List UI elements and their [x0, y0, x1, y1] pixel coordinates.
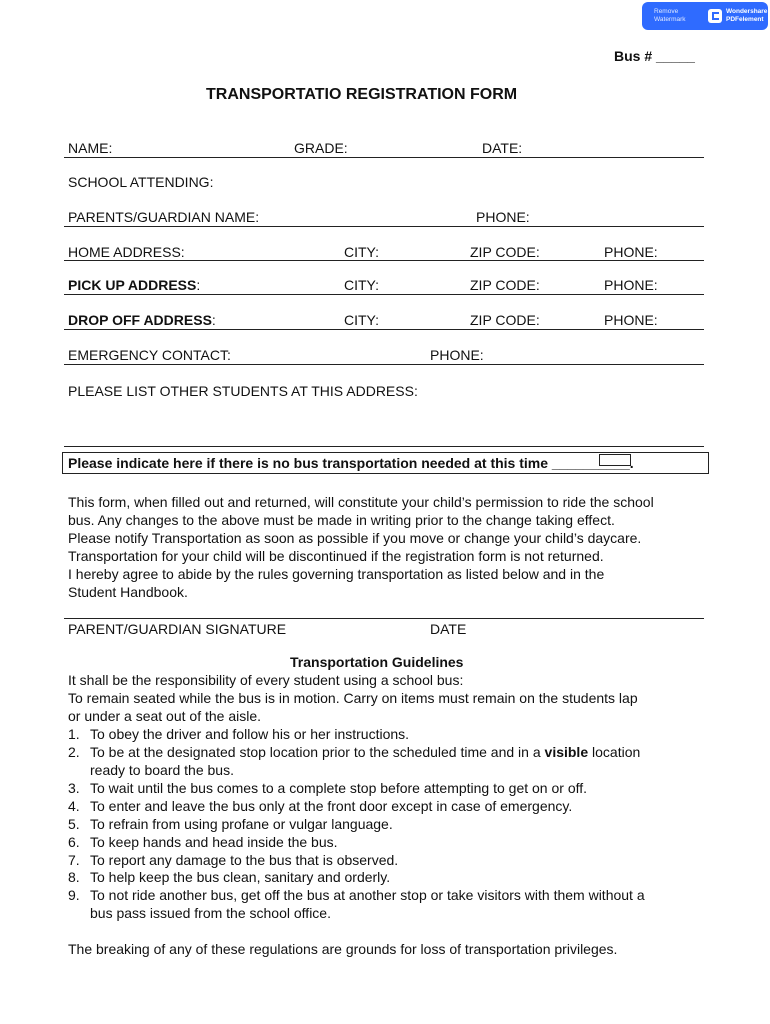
- guideline-item: 9. To not ride another bus, get off the bus at another stop or take visitors with them without a bus pass issued from the school office.: [68, 887, 645, 921]
- pickup-phone-label: PHONE:: [604, 277, 658, 293]
- home-row-line[interactable]: [64, 260, 704, 261]
- pickup-zip-label: ZIP CODE:: [470, 277, 540, 293]
- other-students-label: PLEASE LIST OTHER STUDENTS AT THIS ADDRESS:: [68, 383, 418, 399]
- pickup-row-line[interactable]: [64, 294, 704, 295]
- guideline-item: 5. To refrain from using profane or vulgar language.: [68, 816, 393, 832]
- permission-line: Transportation for your child will be discontinued if the registration form is not returned.: [68, 548, 604, 564]
- permission-line: I hereby agree to abide by the rules governing transportation as listed below and in the: [68, 566, 605, 582]
- dropoff-zip-label: ZIP CODE:: [470, 312, 540, 328]
- dropoff-address-label: DROP OFF ADDRESS:: [68, 312, 216, 328]
- guideline-item: 4. To enter and leave the bus only at the front door except in case of emergency.: [68, 798, 573, 814]
- home-zip-label: ZIP CODE:: [470, 244, 540, 260]
- date-label: DATE:: [482, 140, 523, 156]
- pickup-city-label: CITY:: [344, 277, 380, 293]
- no-transport-notice-text: Please indicate here if there is no bus transportation needed at this time __________.: [68, 455, 634, 471]
- other-students-line[interactable]: [64, 446, 704, 447]
- guideline-item: 7. To report any damage to the bus that is observed.: [68, 852, 399, 868]
- permission-line: bus. Any changes to the above must be made in writing prior to the change taking effect.: [68, 512, 615, 528]
- school-attending-label: SCHOOL ATTENDING:: [68, 174, 214, 190]
- watermark-badge[interactable]: [642, 2, 768, 30]
- guideline-item: 2. To be at the designated stop location prior to the scheduled time and in a visible location ready to board the bus.: [68, 744, 641, 778]
- dropoff-row-line[interactable]: [64, 329, 704, 330]
- home-address-label: HOME ADDRESS:: [68, 244, 185, 260]
- bus-number-label: Bus # _____: [614, 48, 695, 64]
- guidelines-closing: The breaking of any of these regulations are grounds for loss of transportation privileges.: [68, 941, 618, 957]
- page-title: TRANSPORTATIO REGISTRATION FORM: [206, 86, 518, 103]
- guideline-item: 1. To obey the driver and follow his or her instructions.: [68, 726, 410, 742]
- pickup-address-label: PICK UP ADDRESS:: [68, 277, 201, 293]
- guidelines-intro: To remain seated while the bus is in motion. Carry on items must remain on the students lap: [68, 690, 638, 706]
- permission-line: This form, when filled out and returned, will constitute your child’s permission to ride the school: [68, 494, 654, 510]
- grade-label: GRADE:: [294, 140, 348, 156]
- brand-label: Wondershare PDFelement: [726, 8, 768, 23]
- remove-watermark-label[interactable]: Remove Watermark: [654, 8, 686, 23]
- emergency-row-line[interactable]: [64, 364, 704, 365]
- name-row-line[interactable]: [64, 157, 704, 158]
- home-phone-label: PHONE:: [604, 244, 658, 260]
- pdfelement-logo-icon: [708, 9, 722, 23]
- parents-phone-label: PHONE:: [476, 209, 530, 225]
- signature-date-label: DATE: [430, 621, 467, 637]
- guidelines-intro: or under a seat out of the aisle.: [68, 708, 262, 724]
- dropoff-city-label: CITY:: [344, 312, 380, 328]
- guideline-item: 8. To help keep the bus clean, sanitary and orderly.: [68, 869, 391, 885]
- parents-row-line[interactable]: [64, 226, 704, 227]
- signature-label: PARENT/GUARDIAN SIGNATURE: [68, 621, 287, 637]
- name-label: NAME:: [68, 140, 113, 156]
- no-transport-checkbox[interactable]: [599, 454, 631, 466]
- emergency-phone-label: PHONE:: [430, 347, 484, 363]
- emergency-contact-label: EMERGENCY CONTACT:: [68, 347, 231, 363]
- guideline-item: 6. To keep hands and head inside the bus.: [68, 834, 338, 850]
- signature-line[interactable]: [64, 618, 704, 619]
- parents-guardian-label: PARENTS/GUARDIAN NAME:: [68, 209, 260, 225]
- dropoff-phone-label: PHONE:: [604, 312, 658, 328]
- guidelines-intro: It shall be the responsibility of every student using a school bus:: [68, 672, 464, 688]
- home-city-label: CITY:: [344, 244, 380, 260]
- guidelines-title: Transportation Guidelines: [290, 654, 464, 670]
- guideline-item: 3. To wait until the bus comes to a complete stop before attempting to get on or off.: [68, 780, 588, 796]
- permission-line: Student Handbook.: [68, 584, 188, 600]
- permission-line: Please notify Transportation as soon as possible if you move or change your child’s daycare.: [68, 530, 642, 546]
